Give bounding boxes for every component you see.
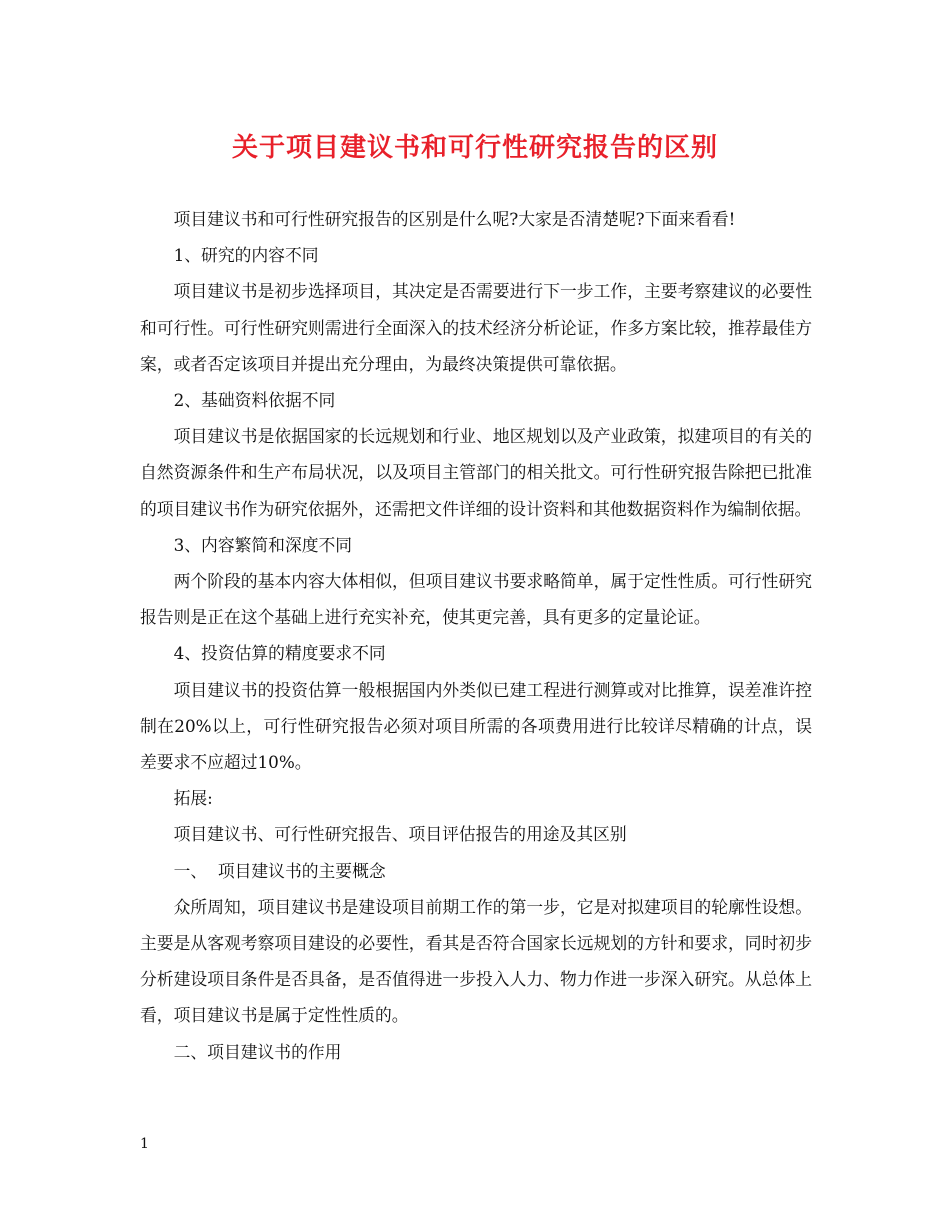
- section-heading-3: 3、内容繁简和深度不同: [173, 534, 353, 555]
- section-heading-1: 1、研究的内容不同: [173, 245, 319, 266]
- section-heading-4: 4、投资估算的精度要求不同: [173, 643, 386, 664]
- paragraph-5: 众所周知，项目建议书是建设项目前期工作的第一步，它是对拟建项目的轮廓性设想。主要是从客观考察项目建设的必要性，看其是否符合国家长远规划的方针和要求，同时初步分析建设项目条件是否具备，是否值得进一步投入人力、物力作进一步深入研究。从总体上看，项目建议书是属于定性性质的。: [140, 896, 812, 1026]
- section-heading-2: 2、基础资料依据不同: [173, 390, 336, 411]
- subsection-heading-2: 二、项目建议书的作用: [173, 1041, 342, 1062]
- paragraph-2: 项目建议书是依据国家的长远规划和行业、地区规划以及产业政策，拟建项目的有关的自然资源条件和生产布局状况，以及项目主管部门的相关批文。可行性研究报告除把已批准的项目建议书作为研究依据外，还需把文件详细的设计资料和其他数据资料作为编制依据。: [140, 426, 812, 519]
- document-title: 关于项目建议书和可行性研究报告的区别: [231, 133, 718, 163]
- subsection-heading-1: 一、 项目建议书的主要概念: [173, 860, 386, 881]
- extension-subtitle: 项目建议书、可行性研究报告、项目评估报告的用途及其区别: [173, 824, 627, 845]
- paragraph-3: 两个阶段的基本内容大体相似，但项目建议书要求略简单，属于定性性质。可行性研究报告则是正在这个基础上进行充实补充，使其更完善，具有更多的定量论证。: [140, 571, 812, 628]
- paragraph-4: 项目建议书的投资估算一般根据国内外类似已建工程进行测算或对比推算，误差准许控制在20%以上，可行性研究报告必须对项目所需的各项费用进行比较详尽精确的计点，误差要求不应超过10%。: [140, 679, 812, 773]
- page-number: 1: [140, 1136, 149, 1152]
- paragraph-1: 项目建议书是初步选择项目，其决定是否需要进行下一步工作，主要考察建议的必要性和可行性。可行性研究则需进行全面深入的技术经济分析论证，作多方案比较，推荐最佳方案，或者否定该项目并提出充分理由，为最终决策提供可靠依据。: [140, 281, 812, 374]
- document-body: [140, 201, 812, 1070]
- extension-label: 拓展:: [173, 788, 213, 809]
- paragraph-intro: 项目建议书和可行性研究报告的区别是什么呢?大家是否清楚呢?下面来看看!: [173, 209, 736, 229]
